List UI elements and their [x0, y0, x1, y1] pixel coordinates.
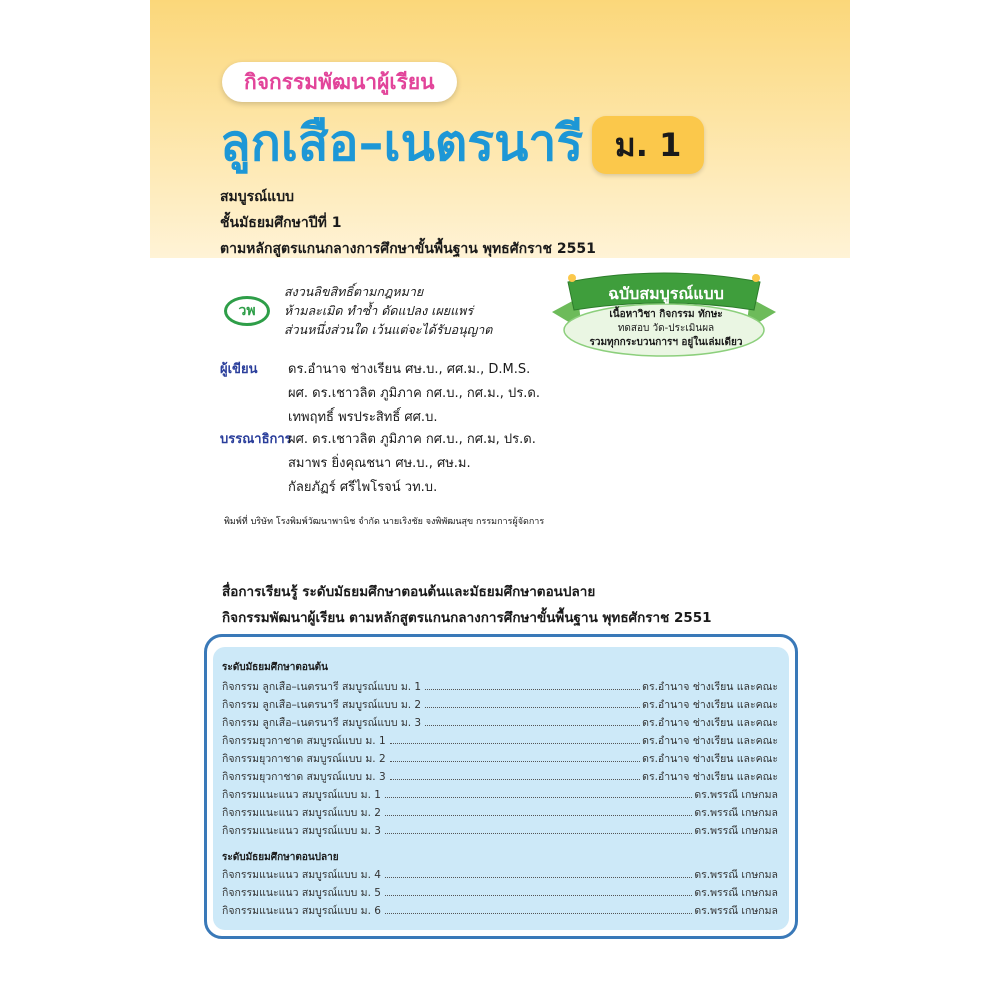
grade-badge: ม. 1	[592, 116, 704, 174]
subtitle-line: สมบูรณ์แบบ	[220, 189, 294, 205]
publisher-logo: วพ	[224, 296, 270, 326]
subtitle-line: ชั้นมัธยมศึกษาปีที่ 1	[220, 215, 342, 231]
list-item: กิจกรรม ลูกเสือ–เนตรนารี สมบูรณ์แบบ ม. 2 ดร.อำนาจ ช่างเรียน และคณะ	[222, 699, 778, 711]
series-subtitle: กิจกรรมพัฒนาผู้เรียน ตามหลักสูตรแกนกลางการศึกษาขั้นพื้นฐาน พุทธศักราช 2551	[222, 610, 712, 626]
authors-block	[220, 358, 580, 430]
section-label-lower: ระดับมัธยมศึกษาตอนต้น	[222, 662, 329, 673]
list-item: กิจกรรม ลูกเสือ–เนตรนารี สมบูรณ์แบบ ม. 1 ดร.อำนาจ ช่างเรียน และคณะ	[222, 681, 778, 693]
series-title: สื่อการเรียนรู้ ระดับมัธยมศึกษาตอนต้นและมัธยมศึกษาตอนปลาย	[222, 584, 596, 600]
badge-text	[560, 308, 772, 350]
badge-line: รวมทุกกระบวนการฯ อยู่ในเล่มเดียว	[589, 337, 743, 348]
section-label-upper: ระดับมัธยมศึกษาตอนปลาย	[222, 852, 339, 863]
printer-line: พิมพ์ที่ บริษัท โรงพิมพ์วัฒนาพานิช จำกัด นายเริงชัย จงพิพัฒนสุข กรรมการผู้จัดการ	[224, 517, 545, 527]
list-item: กิจกรรมแนะแนว สมบูรณ์แบบ ม. 2 ดร.พรรณี เกษกมล	[222, 807, 778, 819]
badge-title: ฉบับสมบูรณ์แบบ	[608, 284, 724, 303]
author-name: ดร.อำนาจ ช่างเรียน ศษ.บ., ศศ.ม., D.M.S.	[288, 362, 531, 377]
subject-pill: กิจกรรมพัฒนาผู้เรียน	[222, 62, 457, 102]
authors-label: ผู้เขียน	[220, 362, 258, 377]
copyright-notice	[284, 282, 492, 339]
editors-block	[220, 428, 580, 500]
editor-name: ผศ. ดร.เชาวลิต ภูมิภาค กศ.บ., กศ.ม, ปร.ด.	[288, 432, 536, 447]
copyright-line: ส่วนหนึ่งส่วนใด เว้นแต่จะได้รับอนุญาต	[284, 322, 493, 337]
badge-line: เนื้อหาวิชา กิจกรรม ทักษะ	[609, 309, 723, 320]
list-item: กิจกรรมแนะแนว สมบูรณ์แบบ ม. 4 ดร.พรรณี เกษกมล	[222, 869, 778, 881]
editor-name: สมาพร ยิ่งคุณชนา ศษ.บ., ศษ.ม.	[288, 456, 471, 471]
book-title: ลูกเสือ–เนตรนารี	[220, 114, 584, 172]
list-item: กิจกรรมยุวกาชาด สมบูรณ์แบบ ม. 1 ดร.อำนาจ ช่างเรียน และคณะ	[222, 735, 778, 747]
list-item: กิจกรรมแนะแนว สมบูรณ์แบบ ม. 6 ดร.พรรณี เกษกมล	[222, 905, 778, 917]
copyright-line: ห้ามละเมิด ทำซ้ำ ดัดแปลง เผยแพร่	[284, 303, 474, 318]
author-name: ผศ. ดร.เชาวลิต ภูมิภาค กศ.บ., กศ.ม., ปร.ด.	[288, 386, 541, 401]
list-item: กิจกรรม ลูกเสือ–เนตรนารี สมบูรณ์แบบ ม. 3 ดร.อำนาจ ช่างเรียน และคณะ	[222, 717, 778, 729]
list-item: กิจกรรมแนะแนว สมบูรณ์แบบ ม. 3 ดร.พรรณี เกษกมล	[222, 825, 778, 837]
list-item: กิจกรรมยุวกาชาด สมบูรณ์แบบ ม. 2 ดร.อำนาจ ช่างเรียน และคณะ	[222, 753, 778, 765]
badge-line: ทดสอบ วัด-ประเมินผล	[617, 323, 715, 334]
author-name: เทพฤทธิ์ พรประสิทธิ์ ศศ.บ.	[288, 410, 438, 425]
subtitle-line: ตามหลักสูตรแกนกลางการศึกษาขั้นพื้นฐาน พุทธศักราช 2551	[220, 241, 596, 257]
copyright-line: สงวนลิขสิทธิ์ตามกฎหมาย	[284, 284, 424, 299]
list-item: กิจกรรมยุวกาชาด สมบูรณ์แบบ ม. 3 ดร.อำนาจ ช่างเรียน และคณะ	[222, 771, 778, 783]
editor-name: กัลยภัฏร์ ศรีไพโรจน์ วท.บ.	[288, 480, 438, 495]
list-item: กิจกรรมแนะแนว สมบูรณ์แบบ ม. 1 ดร.พรรณี เกษกมล	[222, 789, 778, 801]
editors-label: บรรณาธิการ	[220, 432, 292, 447]
list-item: กิจกรรมแนะแนว สมบูรณ์แบบ ม. 5 ดร.พรรณี เกษกมล	[222, 887, 778, 899]
